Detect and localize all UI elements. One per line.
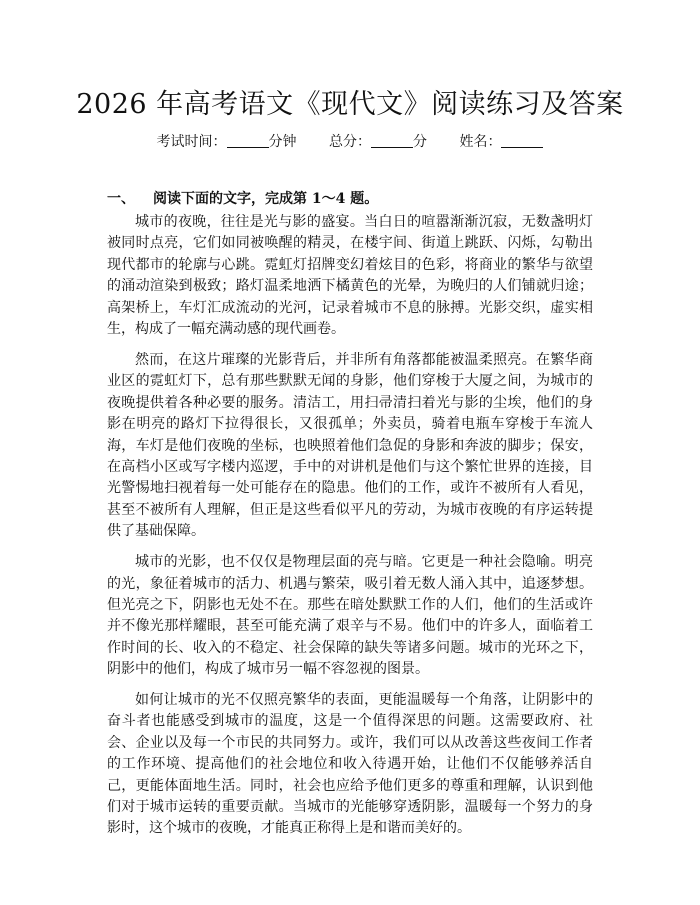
- reading-passage: [107, 212, 593, 849]
- passage-paragraph-4: 如何让城市的光不仅照亮繁华的表面，更能温暖每一个角落，让阴影中的奋斗者也能感受到城市的温度，这是一个值得深思的问题。这需要政府、社会、企业以及每一个市民的共同努力。或许，我们可以从改善这些夜间工作者的工作环境、提高他们的社会地位和收入待遇开始，让他们不仅能够养活自己，更能体面地生活。同时，社会也应给予他们更多的尊重和理解，认识到他们对于城市运转的重要贡献。当城市的光能够穿透阴影，温暖每一个努力的身影时，这个城市的夜晚，才能真正称得上是和谐而美好的。: [107, 692, 593, 837]
- total-score-label: 总分：: [329, 134, 371, 150]
- exam-time-blank: [227, 133, 269, 148]
- total-score-blank: [371, 133, 413, 148]
- question-number: 一、: [107, 191, 135, 207]
- exam-info-line: [0, 131, 700, 151]
- passage-paragraph-2: 然而，在这片璀璨的光影背后，并非所有角落都能被温柔照亮。在繁华商业区的霓虹灯下，总有那些默默无闻的身影，他们穿梭于大厦之间，为城市的夜晚提供着各种必要的服务。清洁工，用扫帚清扫着光与影的尘埃，他们的身影在明亮的路灯下拉得很长，又很孤单；外卖员，骑着电瓶车穿梭于车流人海，车灯是他们夜晚的坐标，也映照着他们急促的身影和奔波的脚步；保安，在高档小区或写字楼内巡逻，手中的对讲机是他们与这个繁忙世界的连接，目光警惕地扫视着每一处可能存在的隐患。他们的工作，或许不被所有人看见，甚至不被所有人理解，但正是这些看似平凡的劳动，为城市夜晚的有序运转提供了基础保障。: [107, 351, 593, 540]
- exam-time-field: [157, 131, 297, 151]
- name-blank: [501, 133, 543, 148]
- total-score-unit: 分: [413, 134, 427, 150]
- passage-paragraph-1: 城市的夜晚，往往是光与影的盛宴。当白日的喧嚣渐渐沉寂，无数盏明灯被同时点亮，它们如同被唤醒的精灵，在楼宇间、街道上跳跃、闪烁，勾勒出现代都市的轮廓与心跳。霓虹灯招牌变幻着炫目的色彩，将商业的繁华与欲望的涌动渲染到极致；路灯温柔地洒下橘黄色的光晕，为晚归的人们铺就归途；高架桥上，车灯汇成流动的光河，记录着城市不息的脉搏。光影交织，虚实相生，构成了一幅充满动感的现代画卷。: [107, 214, 593, 338]
- exam-time-unit: 分钟: [268, 134, 297, 150]
- total-score-field: [329, 131, 427, 151]
- page-title: 2026 年高考语文《现代文》阅读练习及答案: [76, 89, 624, 120]
- question-heading: [107, 188, 378, 208]
- exam-time-label: 考试时间：: [156, 134, 227, 150]
- question-instruction: 阅读下面的文字，完成第 1～4 题。: [153, 191, 379, 207]
- passage-paragraph-3: 城市的光影，也不仅仅是物理层面的亮与暗。它更是一种社会隐喻。明亮的光，象征着城市的活力、机遇与繁荣，吸引着无数人涌入其中，追逐梦想。但光亮之下，阴影也无处不在。那些在暗处默默工作的人们，他们的生活或许并不像光那样耀眼，甚至可能充满了艰辛与不易。他们中的许多人，面临着工作时间的长、收入的不稳定、社会保障的缺失等诸多问题。城市的光环之下，阴影中的他们，构成了城市另一幅不容忽视的图景。: [107, 554, 593, 678]
- name-field: [459, 131, 543, 151]
- name-label: 姓名：: [459, 134, 502, 150]
